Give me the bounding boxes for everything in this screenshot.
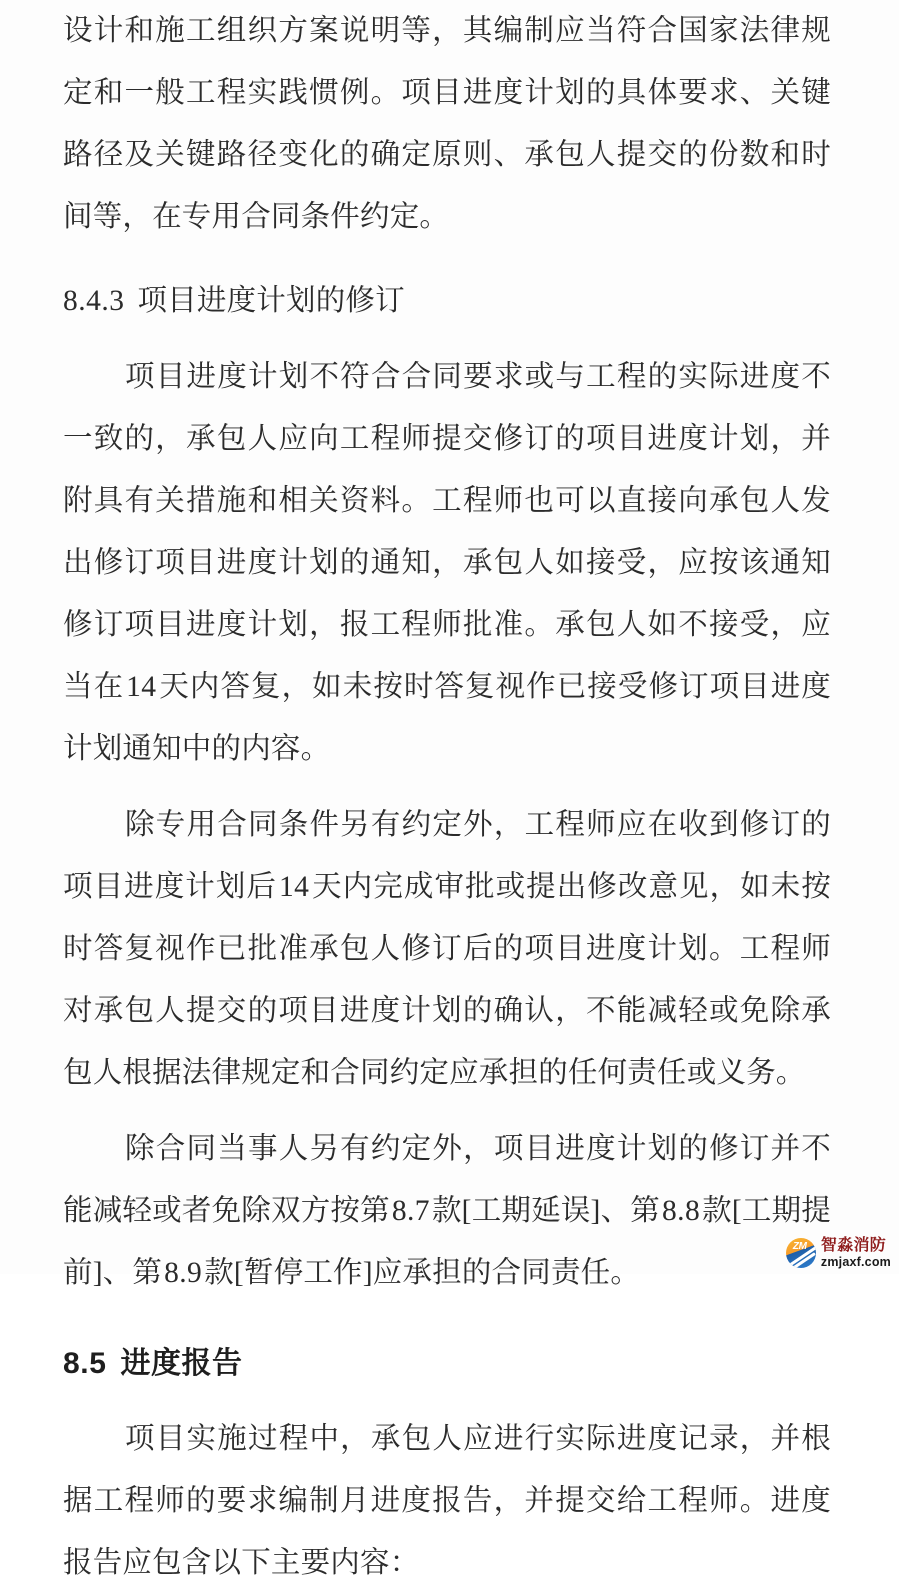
days-value: 14	[126, 671, 157, 703]
paragraph-text-part: 天内答复，如未按时答复视作已接受修订项目进度计划通知中的内容。	[63, 671, 831, 765]
days-value: 14	[279, 871, 310, 903]
clause-ref-8-7: 8.7	[391, 1195, 430, 1227]
subsection-heading-8-4-3	[63, 270, 831, 332]
paragraph-8-4-3-c	[63, 1118, 831, 1304]
company-url: zmjaxf.com	[820, 1254, 891, 1269]
logo-text-group	[821, 1238, 891, 1269]
paragraph-8-4-3-b	[63, 794, 831, 1104]
spacer	[63, 1394, 831, 1408]
company-name: 智淼消防	[820, 1236, 887, 1254]
page-content	[63, 0, 831, 1594]
spacer	[63, 1104, 831, 1118]
paragraph-text-part: 天内完成审批或提出修改意见，如未按时答复视作已批准承包人修订后的项目进度计划。工程师对承包人提交的项目进度计划的确认，不能减轻或免除承包人根据法律规定和合同约定应承担的任何责任或义务。	[63, 871, 831, 1089]
site-watermark-logo	[786, 1238, 891, 1269]
paragraph-continued-top: 设计和施工组织方案说明等，其编制应当符合国家法律规定和一般工程实践惯例。项目进度计划的具体要求、关键路径及关键路径变化的确定原则、承包人提交的份数和时间等，在专用合同条件约定。	[63, 15, 831, 233]
subsection-number: 8.4.3	[63, 285, 125, 317]
paragraph-text-part: 项目进度计划不符合合同要求或与工程的实际进度不一致的，承包人应向工程师提交修订的项目进度计划，并附具有关措施和相关资料。工程师也可以直接向承包人发出修订项目进度计划的通知，承包人如接受，应按该通知修订项目进度计划，报工程师批准。承包人如不接受，应当在	[63, 361, 831, 703]
emblem-monogram: ZM	[792, 1240, 807, 1252]
clause-ref-8-8: 8.8	[662, 1195, 701, 1227]
paragraph-text-part: 除专用合同条件另有约定外，工程师应在收到修订的项目进度计划后	[63, 809, 831, 903]
spacer	[63, 780, 831, 794]
company-emblem-icon	[786, 1238, 816, 1268]
spacer	[63, 248, 831, 270]
paragraph-8-5-a: 项目实施过程中，承包人应进行实际进度记录，并根据工程师的要求编制月进度报告，并提交给工程师。进度报告应包含以下主要内容：	[63, 1423, 831, 1579]
paragraph-text-part: 除合同当事人另有约定外，项目进度计划的修订并不能减轻或者免除双方按第	[63, 1133, 831, 1227]
paragraph-text-part: 款[工期延误]、第	[431, 1195, 661, 1227]
spacer	[63, 332, 831, 346]
clause-ref-8-9: 8.9	[164, 1257, 203, 1289]
section-title: 进度报告	[120, 1347, 243, 1380]
paragraph-8-4-3-a	[63, 346, 831, 780]
paragraph-text-part: 款[暂停工作]应承担的合同责任。	[204, 1257, 641, 1289]
subsection-title: 项目进度计划的修订	[137, 285, 405, 317]
section-heading-8-5	[63, 1334, 831, 1394]
paragraph-text-part: 款[工期提前]、第	[63, 1195, 832, 1289]
spacer	[63, 1304, 831, 1334]
section-number: 8.5	[63, 1347, 107, 1380]
